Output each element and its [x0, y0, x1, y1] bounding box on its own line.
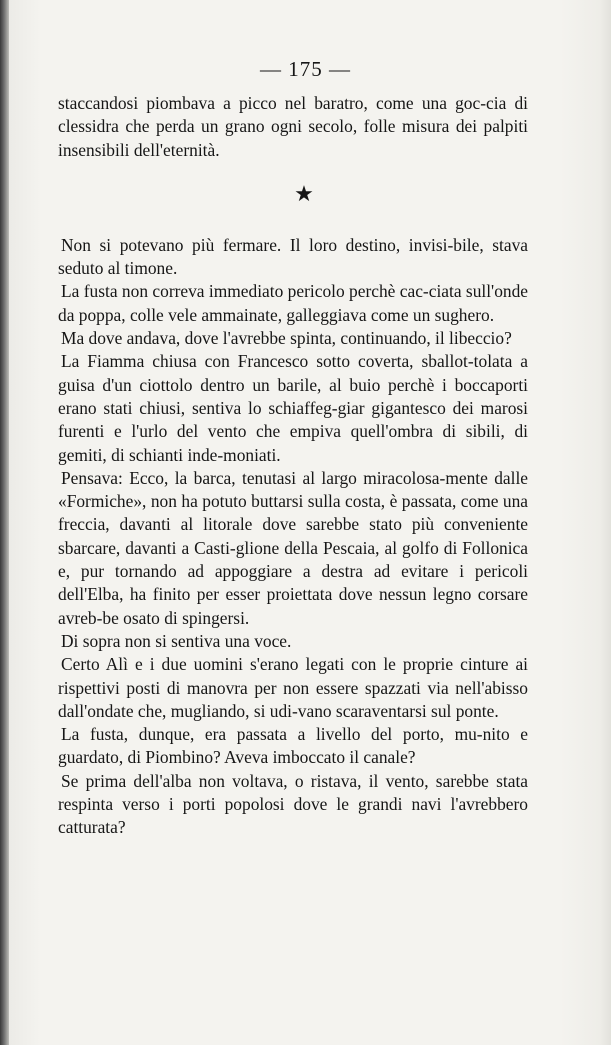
paragraph: Certo Alì e i due uomini s'erano legati con le proprie cinture ai rispettivi posti di manovra per non essere spazzati via nell'abisso dall'ondate che, mugliando, si udi-vano scaraventarsi sul ponte.: [58, 654, 528, 721]
paragraph: La fusta, dunque, era passata a livello del porto, mu-nito e guardato, di Piombino? Aveva imboccato il canale?: [58, 724, 528, 768]
star-separator-icon: ★: [294, 180, 314, 206]
paragraph: Non si potevano più fermare. Il loro destino, invisi-bile, stava seduto al timone.: [58, 234, 528, 279]
paragraph: Ma dove andava, dove l'avrebbe spinta, continuando, il libeccio?: [61, 328, 512, 349]
paragraph: Se prima dell'alba non voltava, o ristava, il vento, sarebbe stata respinta verso i porti popolosi dove le grandi navi l'avrebbero catturata?: [58, 770, 528, 838]
page-binding-edge: [0, 0, 9, 1045]
page-number: — 175 —: [260, 57, 351, 81]
paragraph: Di sopra non si sentiva una voce.: [61, 630, 292, 651]
paragraph: La Fiamma chiusa con Francesco sotto coverta, sballot-tolata a guisa d'un ciottolo dentro un barile, al buio perchè i boccaporti erano stati chiusi, sentiva lo schiaffeg-giar gigantesco dei marosi furenti e l'urlo del vento che empiva quell'ombra di sibili, di gemiti, di schianti inde-moniati.: [58, 351, 528, 465]
paragraph: La fusta non correva immediato pericolo perchè cac-ciata sull'onde da poppa, colle vele ammainate, galleggiava come un sughero.: [58, 281, 528, 325]
page-body: [58, 92, 528, 840]
paragraph: Pensava: Ecco, la barca, tenutasi al largo miracolosa-mente dalle «Formiche», non ha potuto buttarsi sulla costa, è passata, come una freccia, davanti al litorale dove sarebbe stato più conveniente sbarcare, davanti a Casti-glione della Pescaia, al golfo di Follonica e, pur tornando ad appoggiare a destra ad evitare i pericoli dell'Elba, ha finito per esser proiettata dove nessun legno corsare avreb-be osato di spingersi.: [58, 467, 528, 628]
opening-paragraph: staccandosi piombava a picco nel baratro, come una goc-cia di clessidra che perda un grano ogni secolo, folle misura dei palpiti insensibili dell'eternità.: [58, 93, 528, 160]
